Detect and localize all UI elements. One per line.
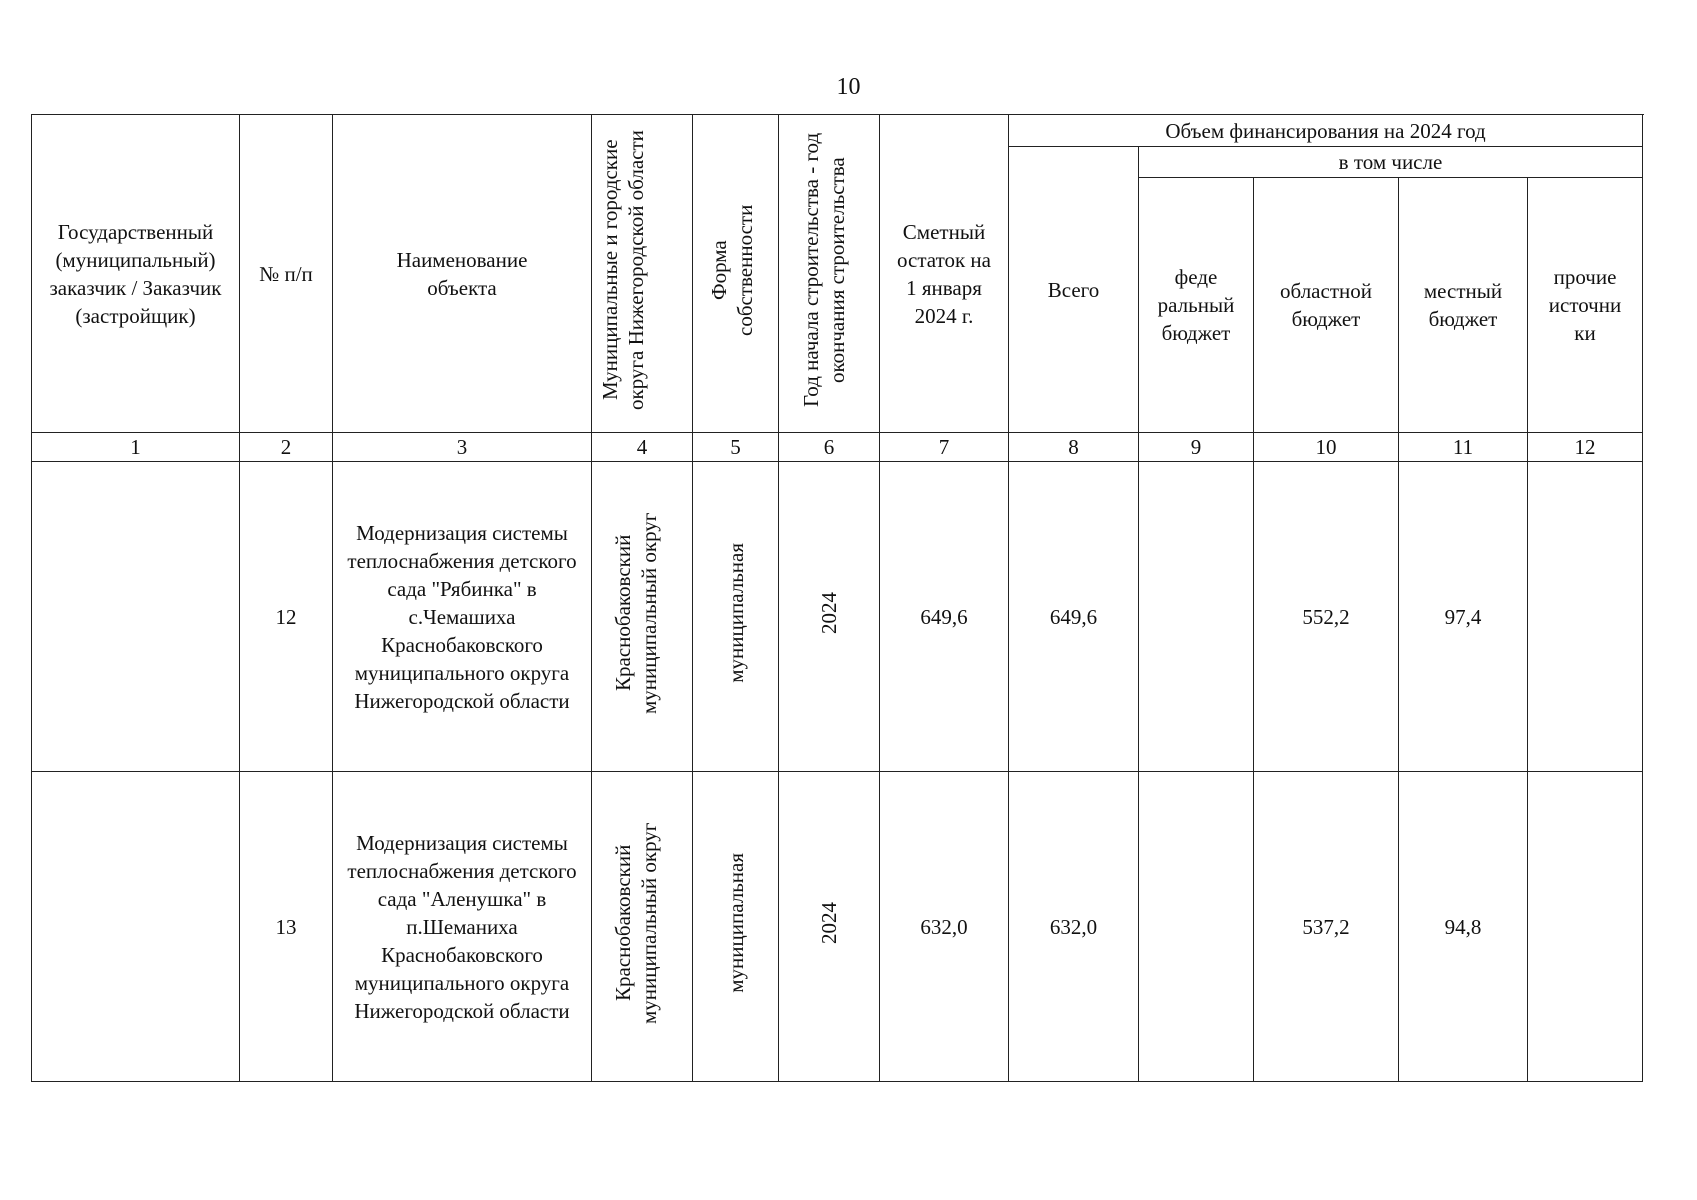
row-regional: 537,2 <box>1254 772 1399 1082</box>
header-federal: феде ральный бюджет <box>1139 178 1254 433</box>
column-number: 7 <box>880 433 1009 462</box>
header-ownership-text: Форма собственности <box>706 204 757 336</box>
row-ownership-cell <box>693 772 779 1082</box>
header-ownership-cell <box>693 115 779 433</box>
row-estimate: 632,0 <box>880 772 1009 1082</box>
header-district-text: Муниципальные и городские округа Нижегородской области <box>598 130 648 410</box>
row-total: 632,0 <box>1009 772 1139 1082</box>
row-estimate: 649,6 <box>880 462 1009 772</box>
column-number: 5 <box>693 433 779 462</box>
row-district-cell <box>592 462 693 772</box>
row-object-name: Модернизация системы теплоснабжения детского сада "Рябинка" в с.Чемашиха Краснобаковского муниципального округа Нижегородской области <box>333 462 592 772</box>
column-number: 11 <box>1399 433 1528 462</box>
row-district-text: Краснобаковский муниципальный округ <box>611 822 661 1024</box>
column-numbers-row <box>32 433 1643 462</box>
row-other <box>1528 462 1643 772</box>
column-number: 9 <box>1139 433 1254 462</box>
column-number: 4 <box>592 433 693 462</box>
page-number: 10 <box>836 74 861 100</box>
row-num: 12 <box>240 462 333 772</box>
row-ownership: муниципальная <box>723 853 748 993</box>
header-total: Всего <box>1009 147 1139 433</box>
table-row <box>32 772 1643 1082</box>
row-regional: 552,2 <box>1254 462 1399 772</box>
row-federal <box>1139 772 1254 1082</box>
row-years-cell <box>779 772 880 1082</box>
header-estimate: Сметный остаток на 1 января 2024 г. <box>880 115 1009 433</box>
header-other: прочие источни ки <box>1528 178 1643 433</box>
column-number: 8 <box>1009 433 1139 462</box>
column-number: 6 <box>779 433 880 462</box>
row-local: 97,4 <box>1399 462 1528 772</box>
column-number: 3 <box>333 433 592 462</box>
row-num: 13 <box>240 772 333 1082</box>
row-years: 2024 <box>817 592 841 634</box>
header-district-cell <box>592 115 693 433</box>
row-district-text: Краснобаковский муниципальный округ <box>611 512 661 714</box>
header-row-1 <box>32 115 1643 147</box>
header-years-text: Год начала строительства - год окончания строительства <box>799 132 849 408</box>
row-customer <box>32 772 240 1082</box>
row-ownership: муниципальная <box>723 543 748 683</box>
row-district-cell <box>592 772 693 1082</box>
row-years-cell <box>779 462 880 772</box>
financing-table <box>31 114 1643 1082</box>
header-funding-group: Объем финансирования на 2024 год <box>1009 115 1643 147</box>
column-number: 12 <box>1528 433 1643 462</box>
column-number: 1 <box>32 433 240 462</box>
header-num: № п/п <box>240 115 333 433</box>
row-federal <box>1139 462 1254 772</box>
header-regional: областной бюджет <box>1254 178 1399 433</box>
row-total: 649,6 <box>1009 462 1139 772</box>
row-other <box>1528 772 1643 1082</box>
column-number: 10 <box>1254 433 1399 462</box>
header-local: местный бюджет <box>1399 178 1528 433</box>
header-district <box>597 125 687 415</box>
row-district <box>610 803 674 1043</box>
column-number: 2 <box>240 433 333 462</box>
row-years: 2024 <box>817 902 841 944</box>
header-customer: Государственный (муниципальный) заказчик / Заказчик (застройщик) <box>32 115 240 433</box>
row-customer <box>32 462 240 772</box>
row-local: 94,8 <box>1399 772 1528 1082</box>
header-including: в том числе <box>1139 147 1643 178</box>
row-district <box>610 493 674 733</box>
header-years-cell <box>779 115 880 433</box>
row-ownership-cell <box>693 462 779 772</box>
row-object-name: Модернизация системы теплоснабжения детского сада "Аленушка" в п.Шеманиха Краснобаковского муниципального округа Нижегородской области <box>333 772 592 1082</box>
header-ownership <box>706 195 766 345</box>
header-years <box>798 115 860 425</box>
header-object-name: Наименование объекта <box>333 115 592 433</box>
table-row <box>32 462 1643 772</box>
